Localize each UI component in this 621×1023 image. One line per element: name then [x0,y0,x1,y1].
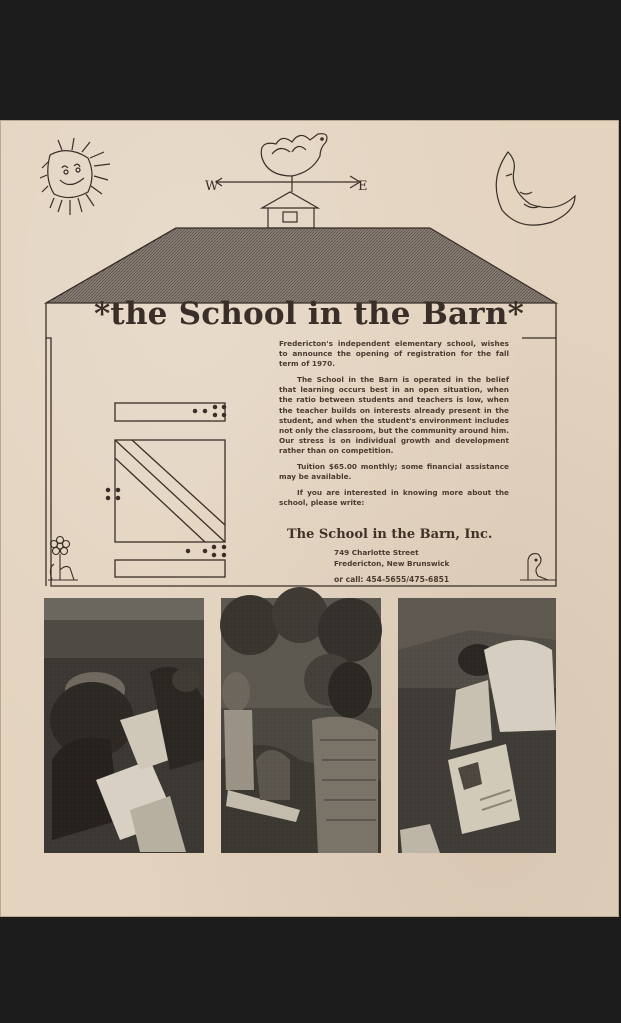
city-address: Fredericton, New Brunswick [334,559,450,568]
page-title: *the School in the Barn* [94,296,524,332]
child-with-book-photo [398,598,556,853]
phone-numbers: or call: 454-5655/475-6851 [334,575,450,584]
intro-paragraph: Fredericton's independent elementary school, wishes to announce the opening of registration for the fall term of 1970. [279,339,509,369]
barn-roof [46,228,556,303]
snail-icon [520,554,556,580]
children-reading-photo [44,598,204,853]
philosophy-paragraph: The School in the Barn is operated in the belief that learning occurs best in an open situation, when the ratio between students and teachers is low, when the teacher builds on interests already present in the student, and when the student's environment includes not only the classroom, but the community around him. Our stress is on individual growth and development rather than on competition. [279,375,509,455]
moon-icon [496,152,575,225]
photo-strip [44,587,556,853]
weathervane-icon [216,134,360,228]
sun-icon [40,138,110,215]
weathervane-west-label: W [205,179,219,194]
children-outdoors-photo [220,587,382,853]
announcement-text [279,339,509,514]
contact-paragraph: If you are interested in knowing more about the school, please write: [279,488,509,508]
street-address: 749 Charlotte Street [334,548,419,557]
newspaper-page [0,120,619,917]
organization-name: The School in the Barn, Inc. [287,527,493,542]
weathervane-east-label: E [358,179,368,194]
flower-icon [48,537,78,581]
barn-illustration [0,120,619,917]
barn-door-icon [106,403,225,577]
tuition-paragraph: Tuition $65.00 monthly; some financial assistance may be available. [279,462,509,482]
